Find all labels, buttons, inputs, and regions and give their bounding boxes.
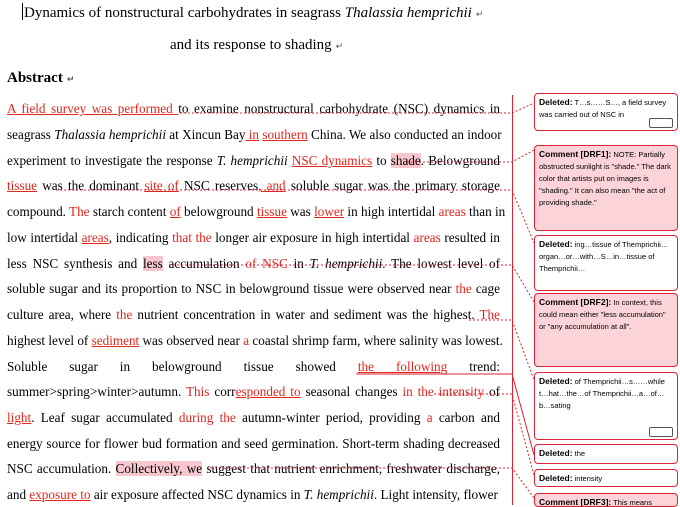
abstract-text-run: longer air exposure in high intertidal (211, 230, 414, 245)
tracked-insertion: site of (144, 178, 179, 193)
abstract-text-run: . Leaf sugar accumulated (31, 410, 179, 425)
tracked-change-text: the (219, 410, 236, 425)
abstract-text-run: to (372, 153, 391, 168)
species-name: Thalassia hemprichii (344, 5, 472, 21)
balloon-label: Deleted: (539, 376, 573, 386)
title-line-2: and its response to shading ↵ (170, 37, 344, 53)
abstract-text-run: cage (471, 281, 500, 296)
abstract-text-run: to examine nonstructural carbohydrate (NSC) dynamics in (178, 101, 500, 116)
tracked-change-text: areas (438, 204, 466, 219)
abstract-text-run: . Light intensity, flower (373, 487, 498, 502)
balloon-label: Comment [DRF3]: (539, 497, 612, 507)
expand-balloon-button[interactable] (649, 118, 673, 128)
title-line-1: Dynamics of nonstructural carbohydrates in seagrass Thalassia hemprichii ↵ (24, 5, 484, 21)
balloon-text: the (572, 449, 586, 458)
abstract-text-run: China. We also conducted an indoor (307, 127, 502, 142)
tracked-change-text: areas (413, 230, 441, 245)
abstract-text-run: trend: (447, 359, 500, 374)
abstract-text-run: resulted in (440, 230, 501, 245)
tracked-insertion: sediment (91, 333, 140, 348)
tracked-change-text: in the intensity (402, 384, 485, 399)
balloon-label: Deleted: (539, 448, 573, 458)
tracked-change-text: that the (172, 230, 212, 245)
abstract-text-run: accumulation (162, 256, 246, 271)
tracked-change-text: a (243, 333, 250, 348)
abstract-text-run: in (287, 256, 310, 271)
abstract-heading: Abstract ↵ (7, 70, 75, 86)
abstract-text-run: summer>spring>winter>autumn. (7, 384, 186, 399)
abstract-text-run: . Belowground (420, 153, 501, 168)
abstract-text-run: starch content (89, 204, 170, 219)
abstract-text-run: belowground (180, 204, 257, 219)
abstract-text-run: Soluble sugar in belowground tissue showed (7, 359, 358, 374)
balloon-label: Deleted: (539, 97, 573, 107)
abstract-text-run: was (286, 204, 315, 219)
abstract-text-run: experiment to investigate the response (7, 153, 217, 168)
abstract-text-run: in high intertidal (344, 204, 439, 219)
balloon-label: Comment [DRF2]: (539, 297, 612, 307)
abstract-text-run: autumn-winter period, providing (235, 410, 427, 425)
abstract-text-run: seagrass (7, 127, 55, 142)
balloon-text: ing…tissue of Themprichii…organ…or…with…S…in…tissue of Themprichii… (539, 240, 669, 273)
abstract-text-run: NSC accumulation. (7, 461, 116, 476)
expand-balloon-button[interactable] (649, 427, 673, 437)
tracked-insertion: light (7, 410, 32, 425)
tracked-insertion: tissue (256, 204, 287, 219)
comment-highlight: shade (390, 153, 421, 168)
balloon-label: Deleted: (539, 239, 573, 249)
abstract-text-run: T. hemprichii (216, 153, 288, 168)
comment-highlight: Collectively, we (115, 461, 203, 476)
abstract-text-run: T. hemprichii (303, 487, 374, 502)
abstract-text-run: corr (209, 384, 236, 399)
abstract-text-run: coastal shrimp farm, where salinity was lowest. (249, 333, 503, 348)
comment-balloon[interactable] (534, 145, 678, 231)
deletion-balloon[interactable] (534, 469, 678, 487)
abstract-text-run: Thalassia hemprichii (54, 127, 166, 142)
abstract-text-run: highest level of (7, 333, 92, 348)
abstract-text-run: culture area, where (7, 307, 117, 322)
tracked-insertion: exposure to (29, 487, 91, 502)
tracked-insertion: esponded to (235, 384, 301, 399)
abstract-text-run: , indicating (108, 230, 173, 245)
abstract-text-run: was the dominant (37, 178, 145, 193)
abstract-text-run: T. hemprichii (309, 256, 383, 271)
tracked-insertion: , and (258, 178, 286, 193)
abstract-text-run: air exposure affected NSC dynamics in (90, 487, 304, 502)
abstract-text-run: nutrient concentration in water and sediment was the highest. (132, 307, 480, 322)
tracked-change-text: This (185, 384, 210, 399)
abstract-text-run: at Xincun Bay (165, 127, 246, 142)
balloon-label: Comment [DRF1]: (539, 149, 612, 159)
abstract-text-run: was observed near (139, 333, 244, 348)
tracked-change-text: of NSC (245, 256, 288, 271)
tracked-change-text: the (116, 307, 133, 322)
balloon-text: intensity (572, 474, 603, 483)
tracked-insertion: tissue (7, 178, 38, 193)
deletion-balloon[interactable] (534, 444, 678, 464)
balloon-text: This means (611, 498, 652, 507)
balloon-text: T…s……S…, a field survey was carried out of NSC in (539, 98, 667, 119)
abstract-text-run: energy source for flower bud formation and seed germination. Short-term shading decreased (7, 436, 500, 451)
tracked-change-text: the (455, 281, 472, 296)
paragraph-mark-icon: ↵ (66, 75, 75, 85)
abstract-text-run: compound. (7, 204, 70, 219)
tracked-insertion: in (245, 127, 260, 142)
abstract-text-run: suggest that nutrient enrichment, freshwater discharge, (202, 461, 500, 476)
deletion-balloon[interactable] (534, 235, 678, 291)
abstract-text-run: . The lowest level of (382, 256, 501, 271)
comment-balloon[interactable] (534, 293, 678, 367)
deletion-balloon[interactable] (534, 93, 678, 131)
tracked-insertion: A field survey was performed (7, 101, 179, 116)
tracked-change-text: The (479, 307, 500, 322)
paragraph-mark-icon: ↵ (335, 42, 344, 52)
abstract-text-run: of (484, 384, 500, 399)
abstract-text-run: NSC reserves (178, 178, 259, 193)
balloon-text: In context, this could mean either "less accumulation" or "any accumulation at all". (539, 298, 666, 331)
comment-highlight: less (142, 256, 163, 271)
tracked-insertion: southern (262, 127, 308, 142)
abstract-text-run: soluble sugar and its proportion to NSC in belowground tissue were observed near (7, 281, 456, 296)
tracked-change-text: The (69, 204, 90, 219)
tracked-insertion: of (169, 204, 181, 219)
abstract-text-run: soluble sugar was the primary storage (285, 178, 501, 193)
tracked-change-text: a (426, 410, 433, 425)
tracked-insertion: the following (357, 359, 448, 374)
tracked-insertion: lower (314, 204, 345, 219)
paragraph-mark-icon: ↵ (475, 10, 484, 20)
abstract-text-run: and (7, 487, 30, 502)
tracked-change-text: during (178, 410, 214, 425)
abstract-text-run: seasonal changes (300, 384, 403, 399)
tracked-insertion: areas (81, 230, 109, 245)
balloon-text: of Themprichii…s……while t…hat…the…of Themprichii…a…of…b…sating (539, 377, 665, 410)
abstract-text-run: low intertidal (7, 230, 82, 245)
abstract-text-run: carbon and (432, 410, 501, 425)
abstract-text-run: less NSC synthesis and (7, 256, 143, 271)
deletion-balloon[interactable] (534, 372, 678, 440)
tracked-insertion: NSC dynamics (291, 153, 373, 168)
balloon-label: Deleted: (539, 473, 573, 483)
abstract-text-run: than in (465, 204, 506, 219)
balloon-text: NOTE: Partially obstructed sunlight is "shade." The dark color that artists put on images is "shading." It can also mean "the act of providing shade." (539, 150, 671, 207)
